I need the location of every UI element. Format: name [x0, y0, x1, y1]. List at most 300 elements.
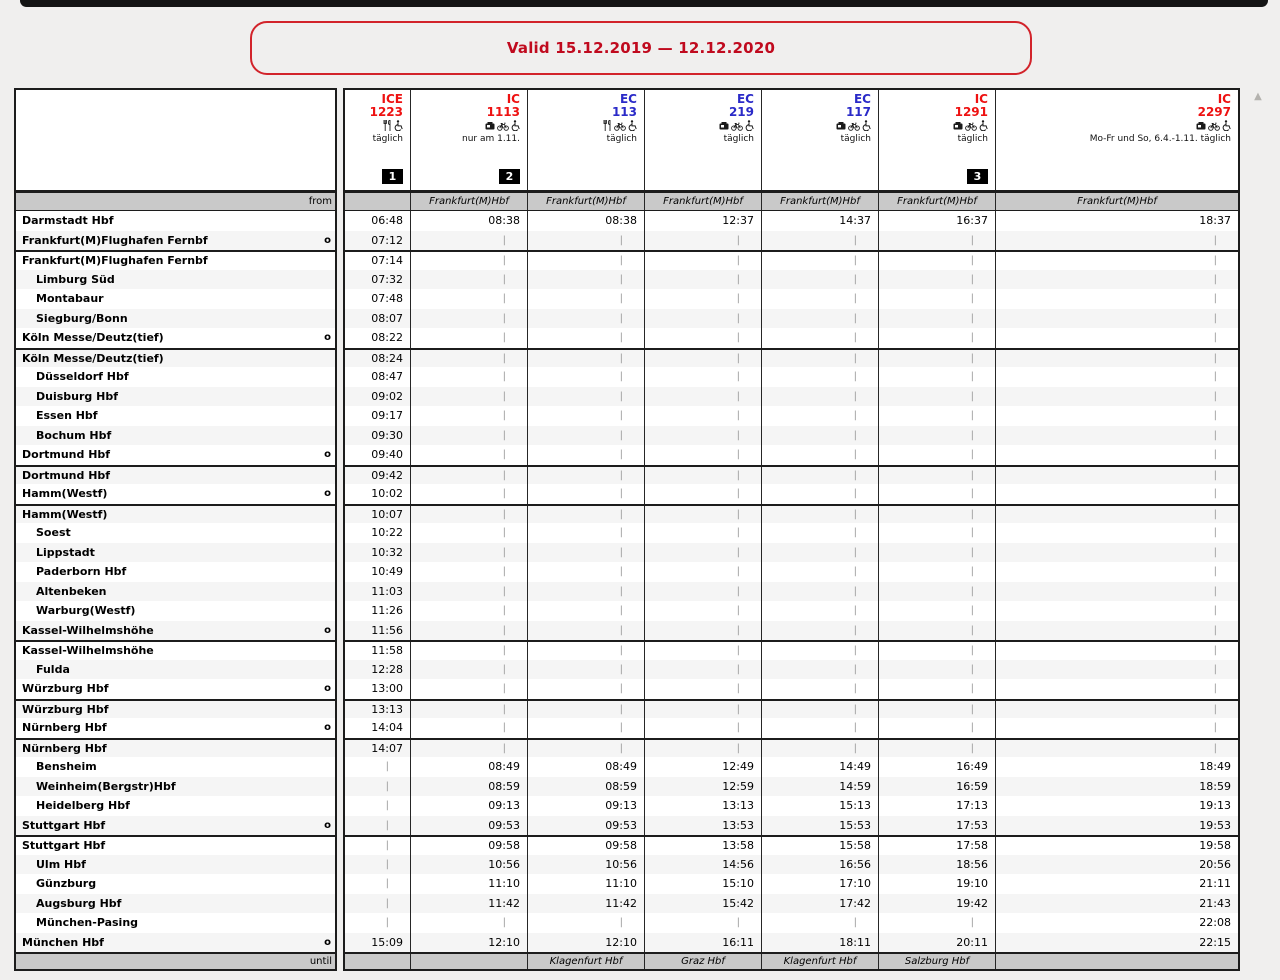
pass-through-marker-cell: | — [879, 621, 996, 641]
origin-cell: Frankfurt(M)Hbf — [762, 193, 879, 210]
pass-through-marker-cell: | — [411, 621, 528, 641]
pass-through-marker-cell: | — [762, 740, 879, 758]
train-validity-label: täglich — [372, 134, 403, 144]
time-cells — [343, 679, 1240, 699]
station-name: Günzburg — [36, 877, 97, 891]
pass-through-marker-cell: | — [996, 621, 1238, 641]
train-validity-label: täglich — [840, 134, 871, 144]
station-name: Darmstadt Hbf — [22, 214, 114, 228]
station-name-cell — [14, 796, 337, 816]
pass-through-marker-cell: | — [996, 350, 1238, 368]
pass-through-marker-cell: | — [528, 621, 645, 641]
train-validity-label: täglich — [723, 134, 754, 144]
time-cells — [343, 231, 1240, 251]
time-cell: 17:10 — [762, 874, 879, 894]
pass-through-marker-cell: | — [879, 582, 996, 602]
stop-marker: o — [324, 819, 331, 831]
pass-through-marker-cell: | — [528, 426, 645, 446]
pass-through-marker-cell: | — [1213, 332, 1217, 344]
pass-through-marker-cell: | — [879, 387, 996, 407]
pass-through-marker-cell: | — [762, 467, 879, 485]
train-service-icons — [485, 120, 520, 131]
station-row — [14, 738, 1240, 758]
train-number-label: 219 — [728, 105, 754, 119]
station-row — [14, 367, 1240, 387]
time-cell: 12:59 — [645, 777, 762, 797]
from-row — [14, 192, 1240, 211]
station-row — [14, 465, 1240, 485]
bistro-icon — [836, 122, 846, 131]
time-cell: 13:00 — [345, 679, 411, 699]
pass-through-marker-cell: | — [879, 445, 996, 465]
pass-through-marker-cell: | — [528, 523, 645, 543]
pass-through-marker-cell: | — [1213, 371, 1217, 383]
time-cells — [343, 309, 1240, 329]
time-cell: 16:11 — [645, 933, 762, 953]
station-name-cell — [14, 933, 337, 953]
time-cells — [343, 660, 1240, 680]
destination-cell — [345, 954, 411, 969]
pass-through-marker-cell: | — [879, 679, 996, 699]
pass-through-marker-cell: | — [762, 406, 879, 426]
time-cells — [343, 601, 1240, 621]
pass-through-marker-cell: | — [762, 582, 879, 602]
time-cell: 19:58 — [1199, 839, 1231, 853]
until-row — [14, 952, 1240, 971]
station-row — [14, 504, 1240, 524]
pass-through-marker-cell: | — [345, 874, 411, 894]
time-cell: 16:49 — [879, 757, 996, 777]
station-name: Bochum Hbf — [36, 428, 112, 442]
bicycle-icon — [1208, 122, 1220, 131]
station-name-cell — [14, 640, 337, 660]
time-cell: 07:48 — [345, 289, 411, 309]
time-cells — [343, 504, 1240, 524]
pass-through-marker-cell: | — [879, 309, 996, 329]
time-cells — [343, 270, 1240, 290]
destination-cells — [343, 952, 1240, 971]
station-row — [14, 582, 1240, 602]
time-cell: 16:56 — [762, 855, 879, 875]
station-name: Dortmund Hbf — [22, 468, 111, 482]
time-cell: 13:13 — [345, 701, 411, 719]
station-name-cell — [14, 387, 337, 407]
time-cell: 10:49 — [345, 562, 411, 582]
pass-through-marker-cell: | — [645, 467, 762, 485]
pass-through-marker-cell: | — [762, 252, 879, 270]
station-row — [14, 601, 1240, 621]
stop-marker: o — [324, 488, 331, 500]
station-row — [14, 426, 1240, 446]
pass-through-marker-cell: | — [879, 701, 996, 719]
station-name: Heidelberg Hbf — [36, 799, 130, 813]
pass-through-marker-cell: | — [345, 837, 411, 855]
wheelchair-icon — [745, 120, 754, 131]
destination-cell — [996, 954, 1238, 969]
pass-through-marker-cell: | — [411, 406, 528, 426]
pass-through-marker-cell: | — [528, 562, 645, 582]
station-row — [14, 562, 1240, 582]
train-type-label: EC — [853, 92, 871, 106]
time-cell: 09:40 — [345, 445, 411, 465]
time-cell: 21:43 — [996, 894, 1238, 914]
validity-banner-text: Valid 15.12.2019 — 12.12.2020 — [506, 39, 776, 57]
station-name: Essen Hbf — [36, 409, 98, 423]
pass-through-marker-cell: | — [645, 701, 762, 719]
pass-through-marker-cell: | — [645, 406, 762, 426]
station-row — [14, 718, 1240, 738]
pass-through-marker-cell: | — [879, 270, 996, 290]
station-row — [14, 796, 1240, 816]
station-name-cell — [14, 699, 337, 719]
pass-through-marker-cell: | — [762, 309, 879, 329]
bistro-icon — [953, 122, 963, 131]
station-name: Altenbeken — [36, 584, 107, 598]
train-type-label: ICE — [381, 92, 403, 106]
station-row — [14, 270, 1240, 290]
bistro-icon — [719, 122, 729, 131]
train-service-icons — [953, 120, 988, 131]
pass-through-marker-cell: | — [345, 777, 411, 797]
time-cells — [343, 328, 1240, 348]
station-name: Lippstadt — [36, 545, 95, 559]
time-cell: 08:47 — [345, 367, 411, 387]
pass-through-marker-cell: | — [345, 855, 411, 875]
station-row — [14, 406, 1240, 426]
until-label-cell — [14, 952, 337, 971]
time-cell: 09:53 — [411, 816, 528, 836]
pass-through-marker-cell: | — [645, 642, 762, 660]
train-header-cell — [762, 90, 879, 190]
train-service-icons — [836, 120, 871, 131]
pass-through-marker-cell: | — [762, 328, 879, 348]
station-name-cell — [14, 660, 337, 680]
pass-through-marker-cell: | — [1213, 410, 1217, 422]
station-row — [14, 348, 1240, 368]
pass-through-marker-cell: | — [996, 426, 1238, 446]
pass-through-marker-cell: | — [411, 601, 528, 621]
time-cells — [343, 621, 1240, 641]
pass-through-marker-cell: | — [528, 642, 645, 660]
train-type-label: IC — [1217, 92, 1231, 106]
bicycle-icon — [731, 122, 743, 131]
time-cell: 12:10 — [528, 933, 645, 953]
pass-through-marker-cell: | — [411, 309, 528, 329]
pass-through-marker-cell: | — [528, 913, 645, 933]
station-name: Kassel-Wilhelmshöhe — [22, 623, 154, 637]
time-cells — [343, 445, 1240, 465]
wheelchair-icon — [628, 120, 637, 131]
pass-through-marker-cell: | — [645, 387, 762, 407]
time-cell: 18:56 — [879, 855, 996, 875]
time-cell: 08:07 — [345, 309, 411, 329]
pass-through-marker-cell: | — [411, 718, 528, 738]
station-name-cell — [14, 250, 337, 270]
pass-through-marker-cell: | — [645, 426, 762, 446]
time-cell: 08:38 — [411, 211, 528, 231]
until-label: until — [309, 956, 332, 967]
station-rows — [14, 211, 1240, 952]
scroll-up-icon[interactable]: ▲ — [1254, 90, 1262, 102]
pass-through-marker-cell: | — [879, 467, 996, 485]
time-cell: 09:53 — [528, 816, 645, 836]
station-name: Fulda — [36, 662, 70, 676]
pass-through-marker-cell: | — [762, 506, 879, 524]
pass-through-marker-cell: | — [411, 426, 528, 446]
pass-through-marker-cell: | — [528, 367, 645, 387]
station-row — [14, 699, 1240, 719]
time-cell: 14:59 — [762, 777, 879, 797]
pass-through-marker-cell: | — [411, 562, 528, 582]
time-cell: 18:59 — [996, 777, 1238, 797]
station-name-cell — [14, 874, 337, 894]
time-cell: 17:58 — [879, 837, 996, 855]
station-name-cell — [14, 465, 337, 485]
pass-through-marker-cell: | — [645, 328, 762, 348]
validity-banner — [250, 21, 1032, 75]
stop-marker: o — [324, 332, 331, 344]
pass-through-marker-cell: | — [411, 642, 528, 660]
station-row — [14, 543, 1240, 563]
pass-through-marker-cell: | — [1213, 722, 1217, 734]
pass-through-marker-cell: | — [645, 289, 762, 309]
station-name-cell — [14, 211, 337, 231]
time-cell: 18:49 — [1199, 760, 1231, 774]
pass-through-marker-cell: | — [879, 484, 996, 504]
station-name-cell — [14, 913, 337, 933]
station-row — [14, 309, 1240, 329]
station-row — [14, 484, 1240, 504]
time-cell: 14:37 — [762, 211, 879, 231]
time-cell: 09:30 — [345, 426, 411, 446]
station-name: Frankfurt(M)Flughafen Fernbf — [22, 233, 208, 247]
pass-through-marker-cell: | — [879, 523, 996, 543]
time-cell: 17:42 — [762, 894, 879, 914]
pass-through-marker-cell: | — [645, 506, 762, 524]
train-type-label: IC — [506, 92, 520, 106]
time-cell: 12:49 — [645, 757, 762, 777]
bistro-icon — [485, 122, 495, 131]
station-row — [14, 523, 1240, 543]
pass-through-marker-cell: | — [528, 445, 645, 465]
train-header-cell — [345, 90, 411, 190]
pass-through-marker-cell: | — [879, 601, 996, 621]
pass-through-marker-cell: | — [996, 467, 1238, 485]
pass-through-marker-cell: | — [996, 270, 1238, 290]
station-row — [14, 640, 1240, 660]
origin-cells — [343, 192, 1240, 211]
pass-through-marker-cell: | — [762, 601, 879, 621]
train-validity-label: täglich — [957, 134, 988, 144]
time-cell: 19:53 — [996, 816, 1238, 836]
pass-through-marker-cell: | — [411, 270, 528, 290]
pass-through-marker-cell: | — [645, 309, 762, 329]
pass-through-marker-cell: | — [1213, 293, 1217, 305]
station-name: Limburg Süd — [36, 272, 115, 286]
time-cells — [343, 582, 1240, 602]
pass-through-marker-cell: | — [345, 757, 411, 777]
pass-through-marker-cell: | — [411, 350, 528, 368]
pass-through-marker-cell: | — [1213, 683, 1217, 695]
time-cell: 06:48 — [345, 211, 411, 231]
time-cell: 08:49 — [528, 757, 645, 777]
time-cell: 18:37 — [1199, 214, 1231, 228]
station-row — [14, 211, 1240, 231]
time-cell: 13:13 — [645, 796, 762, 816]
origin-cell: Frankfurt(M)Hbf — [996, 193, 1238, 210]
from-label-cell — [14, 192, 337, 211]
time-cell: 09:13 — [411, 796, 528, 816]
pass-through-marker-cell: | — [645, 543, 762, 563]
time-cells — [343, 855, 1240, 875]
time-cell: 08:49 — [411, 757, 528, 777]
time-cell: 17:53 — [879, 816, 996, 836]
pass-through-marker-cell: | — [996, 506, 1238, 524]
train-number-label: 117 — [845, 105, 871, 119]
pass-through-marker-cell: | — [762, 701, 879, 719]
time-cell: 22:15 — [996, 933, 1238, 953]
pass-through-marker-cell: | — [528, 387, 645, 407]
time-cells — [343, 894, 1240, 914]
restaurant-icon — [383, 120, 392, 131]
station-row — [14, 231, 1240, 251]
pass-through-marker-cell: | — [1213, 255, 1217, 267]
pass-through-marker-cell: | — [411, 289, 528, 309]
station-name-cell — [14, 757, 337, 777]
station-name-cell — [14, 855, 337, 875]
time-cell: 11:58 — [345, 642, 411, 660]
time-cell: 11:26 — [345, 601, 411, 621]
pass-through-marker-cell: | — [762, 270, 879, 290]
train-number-label: 2297 — [1197, 105, 1231, 119]
pass-through-marker-cell: | — [411, 367, 528, 387]
station-name-cell — [14, 445, 337, 465]
station-name-cell — [14, 562, 337, 582]
destination-cell: Klagenfurt Hbf — [762, 954, 879, 969]
time-cell: 08:59 — [528, 777, 645, 797]
pass-through-marker-cell: | — [411, 445, 528, 465]
pass-through-marker-cell: | — [528, 701, 645, 719]
pass-through-marker-cell: | — [411, 231, 528, 251]
time-cells — [343, 211, 1240, 231]
bicycle-icon — [848, 122, 860, 131]
pass-through-marker-cell: | — [1213, 645, 1217, 657]
pass-through-marker-cell: | — [528, 601, 645, 621]
station-name-cell — [14, 816, 337, 836]
station-name-cell — [14, 835, 337, 855]
station-name: München-Pasing — [36, 916, 139, 930]
pass-through-marker-cell: | — [645, 252, 762, 270]
pass-through-marker-cell: | — [411, 252, 528, 270]
pass-through-marker-cell: | — [879, 426, 996, 446]
pass-through-marker-cell: | — [645, 350, 762, 368]
station-name: Augsburg Hbf — [36, 896, 122, 910]
station-name: Montabaur — [36, 292, 104, 306]
pass-through-marker-cell: | — [528, 270, 645, 290]
pass-through-marker-cell: | — [411, 387, 528, 407]
stop-marker: o — [324, 722, 331, 734]
time-cell: 11:56 — [345, 621, 411, 641]
pass-through-marker-cell: | — [411, 913, 528, 933]
station-row — [14, 621, 1240, 641]
train-number-label: 1291 — [954, 105, 988, 119]
pass-through-marker-cell: | — [879, 406, 996, 426]
station-name: Frankfurt(M)Flughafen Fernbf — [22, 254, 208, 268]
time-cell: 07:14 — [345, 252, 411, 270]
pass-through-marker-cell: | — [996, 387, 1238, 407]
time-cells — [343, 933, 1240, 953]
pass-through-marker-cell: | — [528, 740, 645, 758]
station-name: Düsseldorf Hbf — [36, 370, 129, 384]
pass-through-marker-cell: | — [762, 642, 879, 660]
time-cells — [343, 289, 1240, 309]
station-name: Würzburg Hbf — [22, 682, 109, 696]
time-cell: 15:09 — [345, 933, 411, 953]
pass-through-marker-cell: | — [996, 740, 1238, 758]
station-row — [14, 816, 1240, 836]
station-row — [14, 933, 1240, 953]
destination-cell: Graz Hbf — [645, 954, 762, 969]
pass-through-marker-cell: | — [879, 718, 996, 738]
station-row — [14, 679, 1240, 699]
pass-through-marker-cell: | — [345, 796, 411, 816]
pass-through-marker-cell: | — [411, 543, 528, 563]
destination-cell — [411, 954, 528, 969]
time-cells — [343, 543, 1240, 563]
train-service-icons — [719, 120, 754, 131]
station-name: Siegburg/Bonn — [36, 311, 128, 325]
pass-through-marker-cell: | — [411, 701, 528, 719]
pass-through-marker-cell: | — [528, 350, 645, 368]
time-cell: 11:42 — [411, 894, 528, 914]
train-service-icons — [603, 120, 637, 131]
station-name-cell — [14, 289, 337, 309]
time-cell: 15:58 — [762, 837, 879, 855]
pass-through-marker-cell: | — [645, 660, 762, 680]
time-cell: 14:56 — [645, 855, 762, 875]
time-cell: 18:11 — [762, 933, 879, 953]
pass-through-marker-cell: | — [762, 523, 879, 543]
pass-through-marker-cell: | — [1213, 488, 1217, 500]
station-name: Ulm Hbf — [36, 857, 86, 871]
time-cells — [343, 796, 1240, 816]
origin-cell: Frankfurt(M)Hbf — [879, 193, 996, 210]
time-cell: 15:13 — [762, 796, 879, 816]
pass-through-marker-cell: | — [645, 913, 762, 933]
time-cell: 16:37 — [879, 211, 996, 231]
time-cell: 11:03 — [345, 582, 411, 602]
station-name: Stuttgart Hbf — [22, 818, 106, 832]
pass-through-marker-cell: | — [411, 328, 528, 348]
pass-through-marker-cell: | — [645, 621, 762, 641]
time-cells — [343, 348, 1240, 368]
station-name: Kassel-Wilhelmshöhe — [22, 644, 154, 658]
station-name: Duisburg Hbf — [36, 389, 118, 403]
station-name-cell — [14, 601, 337, 621]
pass-through-marker-cell: | — [345, 894, 411, 914]
pass-through-marker-cell: | — [528, 582, 645, 602]
pass-through-marker-cell: | — [762, 621, 879, 641]
train-type-label: IC — [974, 92, 988, 106]
time-cell: 19:42 — [879, 894, 996, 914]
time-cell: 09:58 — [528, 837, 645, 855]
origin-cell: Frankfurt(M)Hbf — [411, 193, 528, 210]
footnote-number-box: 1 — [382, 169, 403, 184]
pass-through-marker-cell: | — [528, 231, 645, 251]
station-row — [14, 894, 1240, 914]
pass-through-marker-cell: | — [645, 718, 762, 738]
station-row — [14, 250, 1240, 270]
